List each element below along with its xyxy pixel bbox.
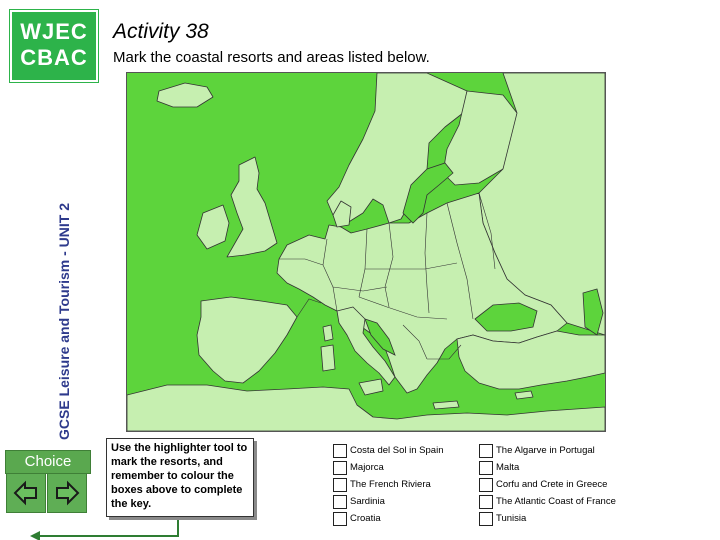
key-label: The Atlantic Coast of France	[496, 496, 616, 507]
map-corsica	[323, 325, 333, 341]
forward-button[interactable]	[47, 473, 87, 513]
arrow-right-icon	[48, 474, 86, 512]
map-sardinia	[321, 345, 335, 371]
key-label: Corfu and Crete in Greece	[496, 479, 608, 490]
key-colour-box[interactable]	[479, 478, 493, 492]
instructions-box: Use the highlighter tool to mark the resorts, and remember to colour the boxes above to complete the key.	[106, 438, 254, 517]
key-label: Tunisia	[496, 513, 527, 524]
key-colour-box[interactable]	[479, 461, 493, 475]
key-colour-box[interactable]	[333, 495, 347, 509]
wjec-cbac-logo	[10, 10, 98, 82]
course-label: GCSE Leisure and Tourism - UNIT 2	[56, 202, 72, 440]
europe-map[interactable]	[126, 72, 606, 432]
page-title: Activity 38	[113, 20, 209, 43]
key-label: Costa del Sol in Spain	[350, 445, 444, 456]
key-colour-box[interactable]	[333, 478, 347, 492]
page-subtitle: Mark the coastal resorts and areas listed below.	[113, 49, 430, 66]
key-label: Malta	[496, 462, 520, 473]
key-label: Majorca	[350, 462, 384, 473]
logo-line1: WJEC	[20, 19, 88, 44]
key-label: The Algarve in Portugal	[496, 445, 595, 456]
key-label: Croatia	[350, 513, 381, 524]
sidebar	[0, 0, 104, 540]
key-colour-box[interactable]	[479, 444, 493, 458]
key-colour-box[interactable]	[333, 512, 347, 526]
return-arrow-icon[interactable]	[30, 520, 180, 540]
choice-button[interactable]: Choice	[5, 450, 91, 474]
key-label: The French Riviera	[350, 479, 431, 490]
key-label: Sardinia	[350, 496, 385, 507]
key-colour-box[interactable]	[333, 461, 347, 475]
arrow-left-icon	[7, 474, 45, 512]
key-colour-box[interactable]	[479, 512, 493, 526]
logo-line2: CBAC	[20, 45, 88, 70]
key-colour-box[interactable]	[333, 444, 347, 458]
back-button[interactable]	[6, 473, 46, 513]
key-colour-box[interactable]	[479, 495, 493, 509]
